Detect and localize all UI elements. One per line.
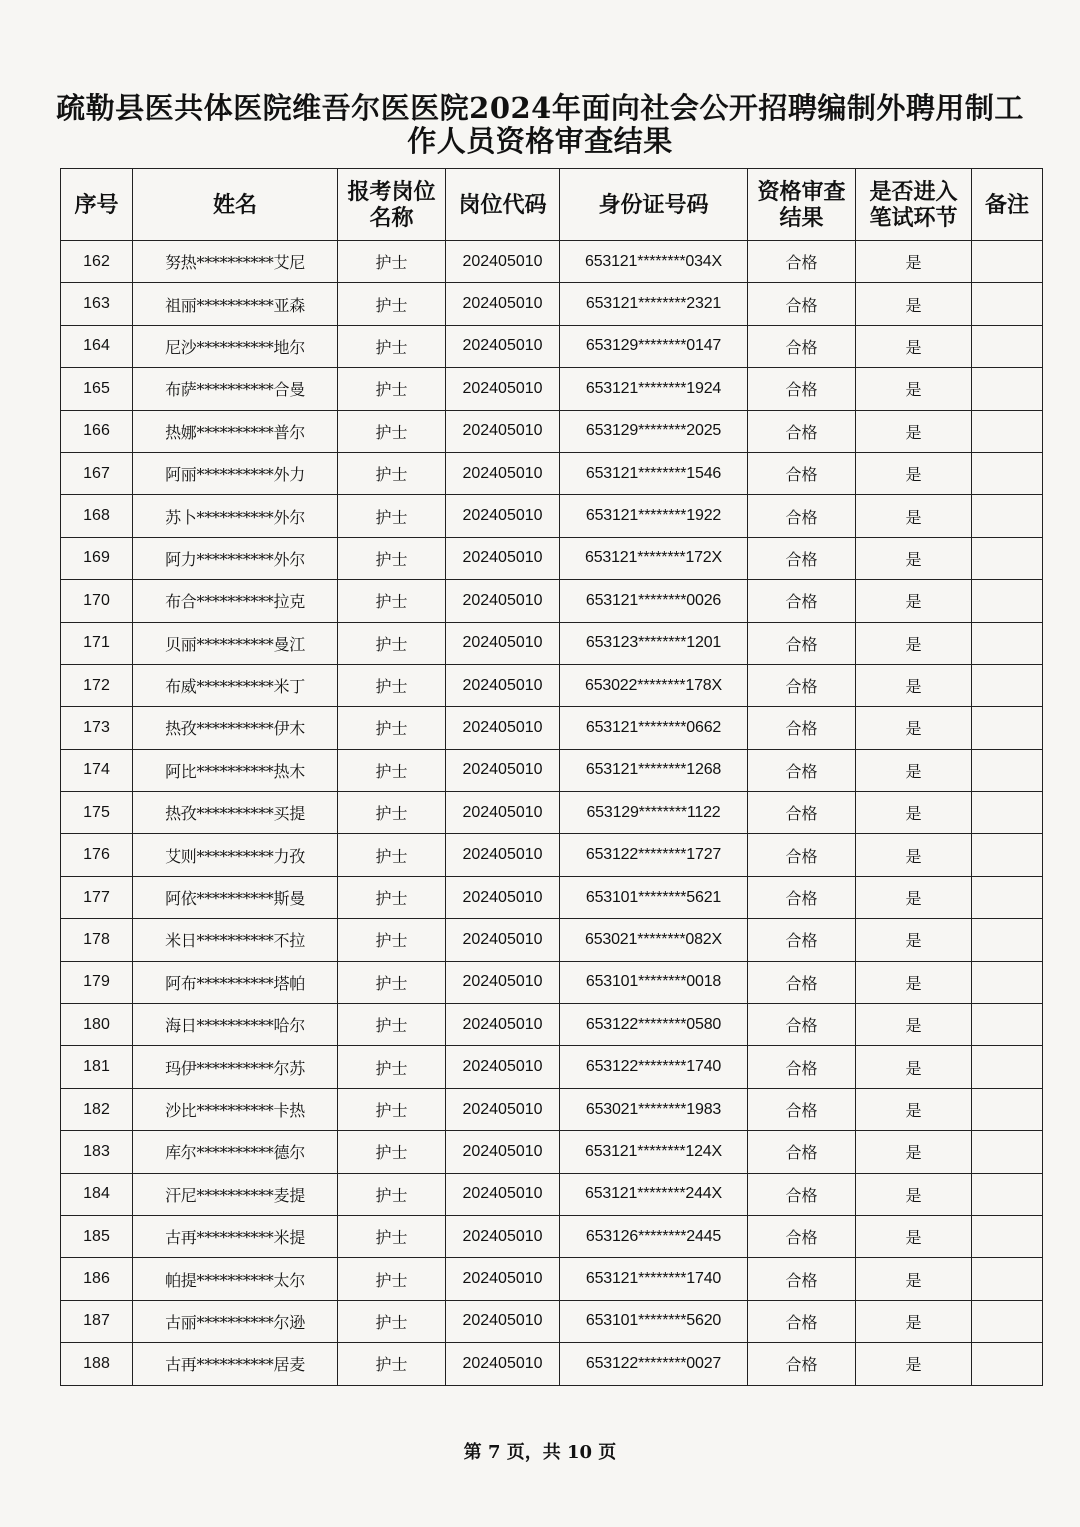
cell-id: 653121********1924: [560, 368, 748, 410]
cell-id: 653129********0147: [560, 325, 748, 367]
cell-result: 合格: [748, 792, 856, 834]
cell-code: 202405010: [446, 1258, 560, 1300]
cell-name: 阿布**********塔帕: [133, 961, 338, 1003]
table-row: [61, 664, 1043, 706]
cell-name: 艾则**********力孜: [133, 834, 338, 876]
cell-position: 护士: [338, 537, 446, 579]
cell-no: 163: [61, 283, 133, 325]
cell-remark: [972, 368, 1043, 410]
cell-remark: [972, 1131, 1043, 1173]
cell-exam: 是: [856, 410, 972, 452]
header-position-line1: 报考岗位: [347, 178, 436, 205]
cell-code: 202405010: [446, 749, 560, 791]
cell-exam: 是: [856, 283, 972, 325]
cell-position: 护士: [338, 1088, 446, 1130]
cell-remark: [972, 1046, 1043, 1088]
cell-position: 护士: [338, 876, 446, 918]
cell-position: 护士: [338, 1343, 446, 1385]
cell-remark: [972, 622, 1043, 664]
cell-no: 174: [61, 749, 133, 791]
cell-name: 沙比**********卡热: [133, 1088, 338, 1130]
cell-position: 护士: [338, 961, 446, 1003]
cell-exam: 是: [856, 452, 972, 494]
cell-remark: [972, 1215, 1043, 1257]
cell-name: 库尔**********德尔: [133, 1131, 338, 1173]
cell-result: 合格: [748, 368, 856, 410]
cell-remark: [972, 1004, 1043, 1046]
cell-id: 653121********034X: [560, 241, 748, 283]
cell-exam: 是: [856, 1046, 972, 1088]
cell-name: 热孜**********伊木: [133, 707, 338, 749]
cell-position: 护士: [338, 241, 446, 283]
cell-id: 653121********1268: [560, 749, 748, 791]
cell-exam: 是: [856, 1004, 972, 1046]
cell-result: 合格: [748, 452, 856, 494]
cell-remark: [972, 707, 1043, 749]
cell-code: 202405010: [446, 410, 560, 452]
table-row: [61, 1046, 1043, 1088]
cell-id: 653021********082X: [560, 919, 748, 961]
cell-no: 166: [61, 410, 133, 452]
cell-no: 165: [61, 368, 133, 410]
table-row: [61, 1131, 1043, 1173]
cell-result: 合格: [748, 1004, 856, 1046]
header-exam-line1: 是否进入: [869, 178, 958, 205]
cell-id: 653121********0026: [560, 580, 748, 622]
cell-no: 183: [61, 1131, 133, 1173]
cell-name: 阿丽**********外力: [133, 452, 338, 494]
cell-no: 162: [61, 241, 133, 283]
cell-exam: 是: [856, 919, 972, 961]
cell-name: 祖丽**********亚森: [133, 283, 338, 325]
cell-code: 202405010: [446, 707, 560, 749]
cell-code: 202405010: [446, 580, 560, 622]
table-row: [61, 410, 1043, 452]
cell-code: 202405010: [446, 1088, 560, 1130]
cell-exam: 是: [856, 707, 972, 749]
cell-position: 护士: [338, 410, 446, 452]
cell-id: 653021********1983: [560, 1088, 748, 1130]
table-row: [61, 834, 1043, 876]
cell-code: 202405010: [446, 876, 560, 918]
cell-position: 护士: [338, 707, 446, 749]
cell-name: 努热**********艾尼: [133, 241, 338, 283]
cell-code: 202405010: [446, 622, 560, 664]
cell-name: 贝丽**********曼江: [133, 622, 338, 664]
cell-code: 202405010: [446, 537, 560, 579]
cell-remark: [972, 664, 1043, 706]
cell-id: 653121********1546: [560, 452, 748, 494]
cell-remark: [972, 1173, 1043, 1215]
cell-id: 653022********178X: [560, 664, 748, 706]
cell-id: 653121********1740: [560, 1258, 748, 1300]
cell-id: 653121********244X: [560, 1173, 748, 1215]
cell-position: 护士: [338, 1046, 446, 1088]
cell-id: 653101********5620: [560, 1300, 748, 1342]
cell-code: 202405010: [446, 792, 560, 834]
table-row: [61, 495, 1043, 537]
cell-result: 合格: [748, 1343, 856, 1385]
cell-exam: 是: [856, 241, 972, 283]
header-position: [338, 169, 446, 241]
table-row: [61, 876, 1043, 918]
cell-result: 合格: [748, 325, 856, 367]
cell-id: 653121********1922: [560, 495, 748, 537]
cell-no: 179: [61, 961, 133, 1003]
header-name: 姓名: [133, 169, 338, 241]
cell-code: 202405010: [446, 1004, 560, 1046]
cell-position: 护士: [338, 1258, 446, 1300]
cell-exam: 是: [856, 1215, 972, 1257]
cell-code: 202405010: [446, 495, 560, 537]
cell-result: 合格: [748, 664, 856, 706]
cell-result: 合格: [748, 919, 856, 961]
cell-id: 653122********1727: [560, 834, 748, 876]
cell-exam: 是: [856, 1300, 972, 1342]
cell-remark: [972, 834, 1043, 876]
cell-result: 合格: [748, 1300, 856, 1342]
cell-no: 185: [61, 1215, 133, 1257]
header-code: 岗位代码: [446, 169, 560, 241]
cell-code: 202405010: [446, 1215, 560, 1257]
table-row: [61, 1004, 1043, 1046]
cell-position: 护士: [338, 580, 446, 622]
cell-remark: [972, 452, 1043, 494]
page-footer: 第 7 页，共 10 页: [463, 1442, 617, 1463]
cell-name: 古丽**********尔逊: [133, 1300, 338, 1342]
cell-position: 护士: [338, 792, 446, 834]
cell-result: 合格: [748, 707, 856, 749]
header-result-line1: 资格审查: [757, 178, 846, 205]
cell-name: 布萨**********合曼: [133, 368, 338, 410]
qualification-table: [60, 168, 1043, 1386]
cell-exam: 是: [856, 368, 972, 410]
cell-id: 653122********0027: [560, 1343, 748, 1385]
cell-no: 173: [61, 707, 133, 749]
cell-position: 护士: [338, 749, 446, 791]
cell-name: 海日**********哈尔: [133, 1004, 338, 1046]
table-row: [61, 1173, 1043, 1215]
cell-result: 合格: [748, 537, 856, 579]
header-remark: 备注: [972, 169, 1043, 241]
cell-no: 180: [61, 1004, 133, 1046]
cell-id: 653121********172X: [560, 537, 748, 579]
cell-name: 阿依**********斯曼: [133, 876, 338, 918]
table-row: [61, 452, 1043, 494]
cell-name: 布威**********米丁: [133, 664, 338, 706]
document-title: [40, 92, 1040, 158]
table-row: [61, 1088, 1043, 1130]
cell-remark: [972, 1088, 1043, 1130]
cell-remark: [972, 961, 1043, 1003]
header-result-line2: 结果: [779, 204, 824, 231]
cell-exam: 是: [856, 622, 972, 664]
cell-no: 182: [61, 1088, 133, 1130]
cell-id: 653101********5621: [560, 876, 748, 918]
cell-no: 186: [61, 1258, 133, 1300]
cell-id: 653122********1740: [560, 1046, 748, 1088]
table-row: [61, 1343, 1043, 1385]
cell-remark: [972, 580, 1043, 622]
cell-name: 尼沙**********地尔: [133, 325, 338, 367]
table-row: [61, 241, 1043, 283]
cell-name: 苏卜**********外尔: [133, 495, 338, 537]
cell-id: 653121********2321: [560, 283, 748, 325]
cell-exam: 是: [856, 1343, 972, 1385]
cell-code: 202405010: [446, 664, 560, 706]
table-row: [61, 707, 1043, 749]
cell-no: 181: [61, 1046, 133, 1088]
cell-exam: 是: [856, 876, 972, 918]
cell-result: 合格: [748, 580, 856, 622]
cell-name: 布合**********拉克: [133, 580, 338, 622]
header-exam-line2: 笔试环节: [869, 204, 958, 231]
cell-position: 护士: [338, 1173, 446, 1215]
table-header-row: [61, 169, 1043, 241]
cell-id: 653126********2445: [560, 1215, 748, 1257]
cell-result: 合格: [748, 1088, 856, 1130]
cell-position: 护士: [338, 1300, 446, 1342]
cell-remark: [972, 283, 1043, 325]
cell-exam: 是: [856, 1258, 972, 1300]
cell-code: 202405010: [446, 1343, 560, 1385]
cell-name: 热孜**********买提: [133, 792, 338, 834]
table-row: [61, 792, 1043, 834]
cell-result: 合格: [748, 1173, 856, 1215]
cell-position: 护士: [338, 1004, 446, 1046]
cell-code: 202405010: [446, 283, 560, 325]
header-result: [748, 169, 856, 241]
cell-remark: [972, 876, 1043, 918]
table-row: [61, 961, 1043, 1003]
cell-code: 202405010: [446, 919, 560, 961]
cell-id: 653121********0662: [560, 707, 748, 749]
cell-position: 护士: [338, 664, 446, 706]
cell-result: 合格: [748, 1215, 856, 1257]
header-no: 序号: [61, 169, 133, 241]
table-row: [61, 283, 1043, 325]
header-id: 身份证号码: [560, 169, 748, 241]
cell-exam: 是: [856, 664, 972, 706]
cell-no: 169: [61, 537, 133, 579]
header-position-line2: 名称: [369, 204, 414, 231]
cell-name: 阿比**********热木: [133, 749, 338, 791]
cell-code: 202405010: [446, 1300, 560, 1342]
cell-result: 合格: [748, 1046, 856, 1088]
cell-remark: [972, 1258, 1043, 1300]
cell-code: 202405010: [446, 1173, 560, 1215]
table-body: [61, 241, 1043, 1386]
title-line-2: 作人员资格审查结果: [407, 124, 673, 158]
cell-name: 玛伊**********尔苏: [133, 1046, 338, 1088]
cell-no: 168: [61, 495, 133, 537]
cell-result: 合格: [748, 241, 856, 283]
cell-code: 202405010: [446, 368, 560, 410]
cell-remark: [972, 1300, 1043, 1342]
cell-result: 合格: [748, 876, 856, 918]
cell-no: 176: [61, 834, 133, 876]
cell-exam: 是: [856, 495, 972, 537]
cell-result: 合格: [748, 622, 856, 664]
cell-exam: 是: [856, 834, 972, 876]
table-row: [61, 622, 1043, 664]
table-row: [61, 1300, 1043, 1342]
cell-position: 护士: [338, 622, 446, 664]
cell-position: 护士: [338, 283, 446, 325]
cell-exam: 是: [856, 580, 972, 622]
cell-exam: 是: [856, 961, 972, 1003]
table-row: [61, 749, 1043, 791]
cell-position: 护士: [338, 452, 446, 494]
cell-result: 合格: [748, 283, 856, 325]
cell-no: 177: [61, 876, 133, 918]
cell-no: 172: [61, 664, 133, 706]
cell-result: 合格: [748, 410, 856, 452]
cell-result: 合格: [748, 1131, 856, 1173]
table-row: [61, 325, 1043, 367]
cell-id: 653101********0018: [560, 961, 748, 1003]
cell-code: 202405010: [446, 1046, 560, 1088]
cell-code: 202405010: [446, 452, 560, 494]
cell-name: 帕提**********太尔: [133, 1258, 338, 1300]
cell-exam: 是: [856, 325, 972, 367]
cell-remark: [972, 919, 1043, 961]
cell-id: 653122********0580: [560, 1004, 748, 1046]
cell-result: 合格: [748, 749, 856, 791]
cell-code: 202405010: [446, 325, 560, 367]
cell-code: 202405010: [446, 1131, 560, 1173]
cell-no: 187: [61, 1300, 133, 1342]
title-line-1: 疏勒县医共体医院维吾尔医医院2024年面向社会公开招聘编制外聘用制工: [56, 91, 1024, 125]
cell-result: 合格: [748, 834, 856, 876]
cell-remark: [972, 792, 1043, 834]
cell-no: 178: [61, 919, 133, 961]
cell-remark: [972, 325, 1043, 367]
table-row: [61, 368, 1043, 410]
cell-id: 653121********124X: [560, 1131, 748, 1173]
cell-exam: 是: [856, 792, 972, 834]
cell-position: 护士: [338, 1131, 446, 1173]
cell-name: 古再**********米提: [133, 1215, 338, 1257]
cell-no: 188: [61, 1343, 133, 1385]
cell-no: 175: [61, 792, 133, 834]
cell-remark: [972, 1343, 1043, 1385]
cell-remark: [972, 410, 1043, 452]
cell-exam: 是: [856, 537, 972, 579]
cell-id: 653129********1122: [560, 792, 748, 834]
cell-exam: 是: [856, 1088, 972, 1130]
table-row: [61, 1258, 1043, 1300]
cell-remark: [972, 241, 1043, 283]
cell-remark: [972, 495, 1043, 537]
cell-exam: 是: [856, 1173, 972, 1215]
cell-name: 古再**********居麦: [133, 1343, 338, 1385]
cell-name: 米日**********不拉: [133, 919, 338, 961]
cell-result: 合格: [748, 961, 856, 1003]
cell-no: 184: [61, 1173, 133, 1215]
cell-position: 护士: [338, 919, 446, 961]
cell-name: 汗尼**********麦提: [133, 1173, 338, 1215]
cell-code: 202405010: [446, 241, 560, 283]
cell-position: 护士: [338, 1215, 446, 1257]
table-row: [61, 919, 1043, 961]
table-row: [61, 580, 1043, 622]
cell-id: 653129********2025: [560, 410, 748, 452]
header-exam: [856, 169, 972, 241]
cell-remark: [972, 537, 1043, 579]
cell-position: 护士: [338, 834, 446, 876]
cell-remark: [972, 749, 1043, 791]
cell-code: 202405010: [446, 961, 560, 1003]
cell-no: 164: [61, 325, 133, 367]
cell-exam: 是: [856, 749, 972, 791]
cell-result: 合格: [748, 495, 856, 537]
cell-code: 202405010: [446, 834, 560, 876]
cell-result: 合格: [748, 1258, 856, 1300]
table-row: [61, 537, 1043, 579]
cell-position: 护士: [338, 325, 446, 367]
cell-no: 167: [61, 452, 133, 494]
cell-position: 护士: [338, 495, 446, 537]
cell-no: 170: [61, 580, 133, 622]
cell-position: 护士: [338, 368, 446, 410]
table-row: [61, 1215, 1043, 1257]
cell-id: 653123********1201: [560, 622, 748, 664]
cell-name: 热娜**********普尔: [133, 410, 338, 452]
cell-no: 171: [61, 622, 133, 664]
cell-exam: 是: [856, 1131, 972, 1173]
cell-name: 阿力**********外尔: [133, 537, 338, 579]
